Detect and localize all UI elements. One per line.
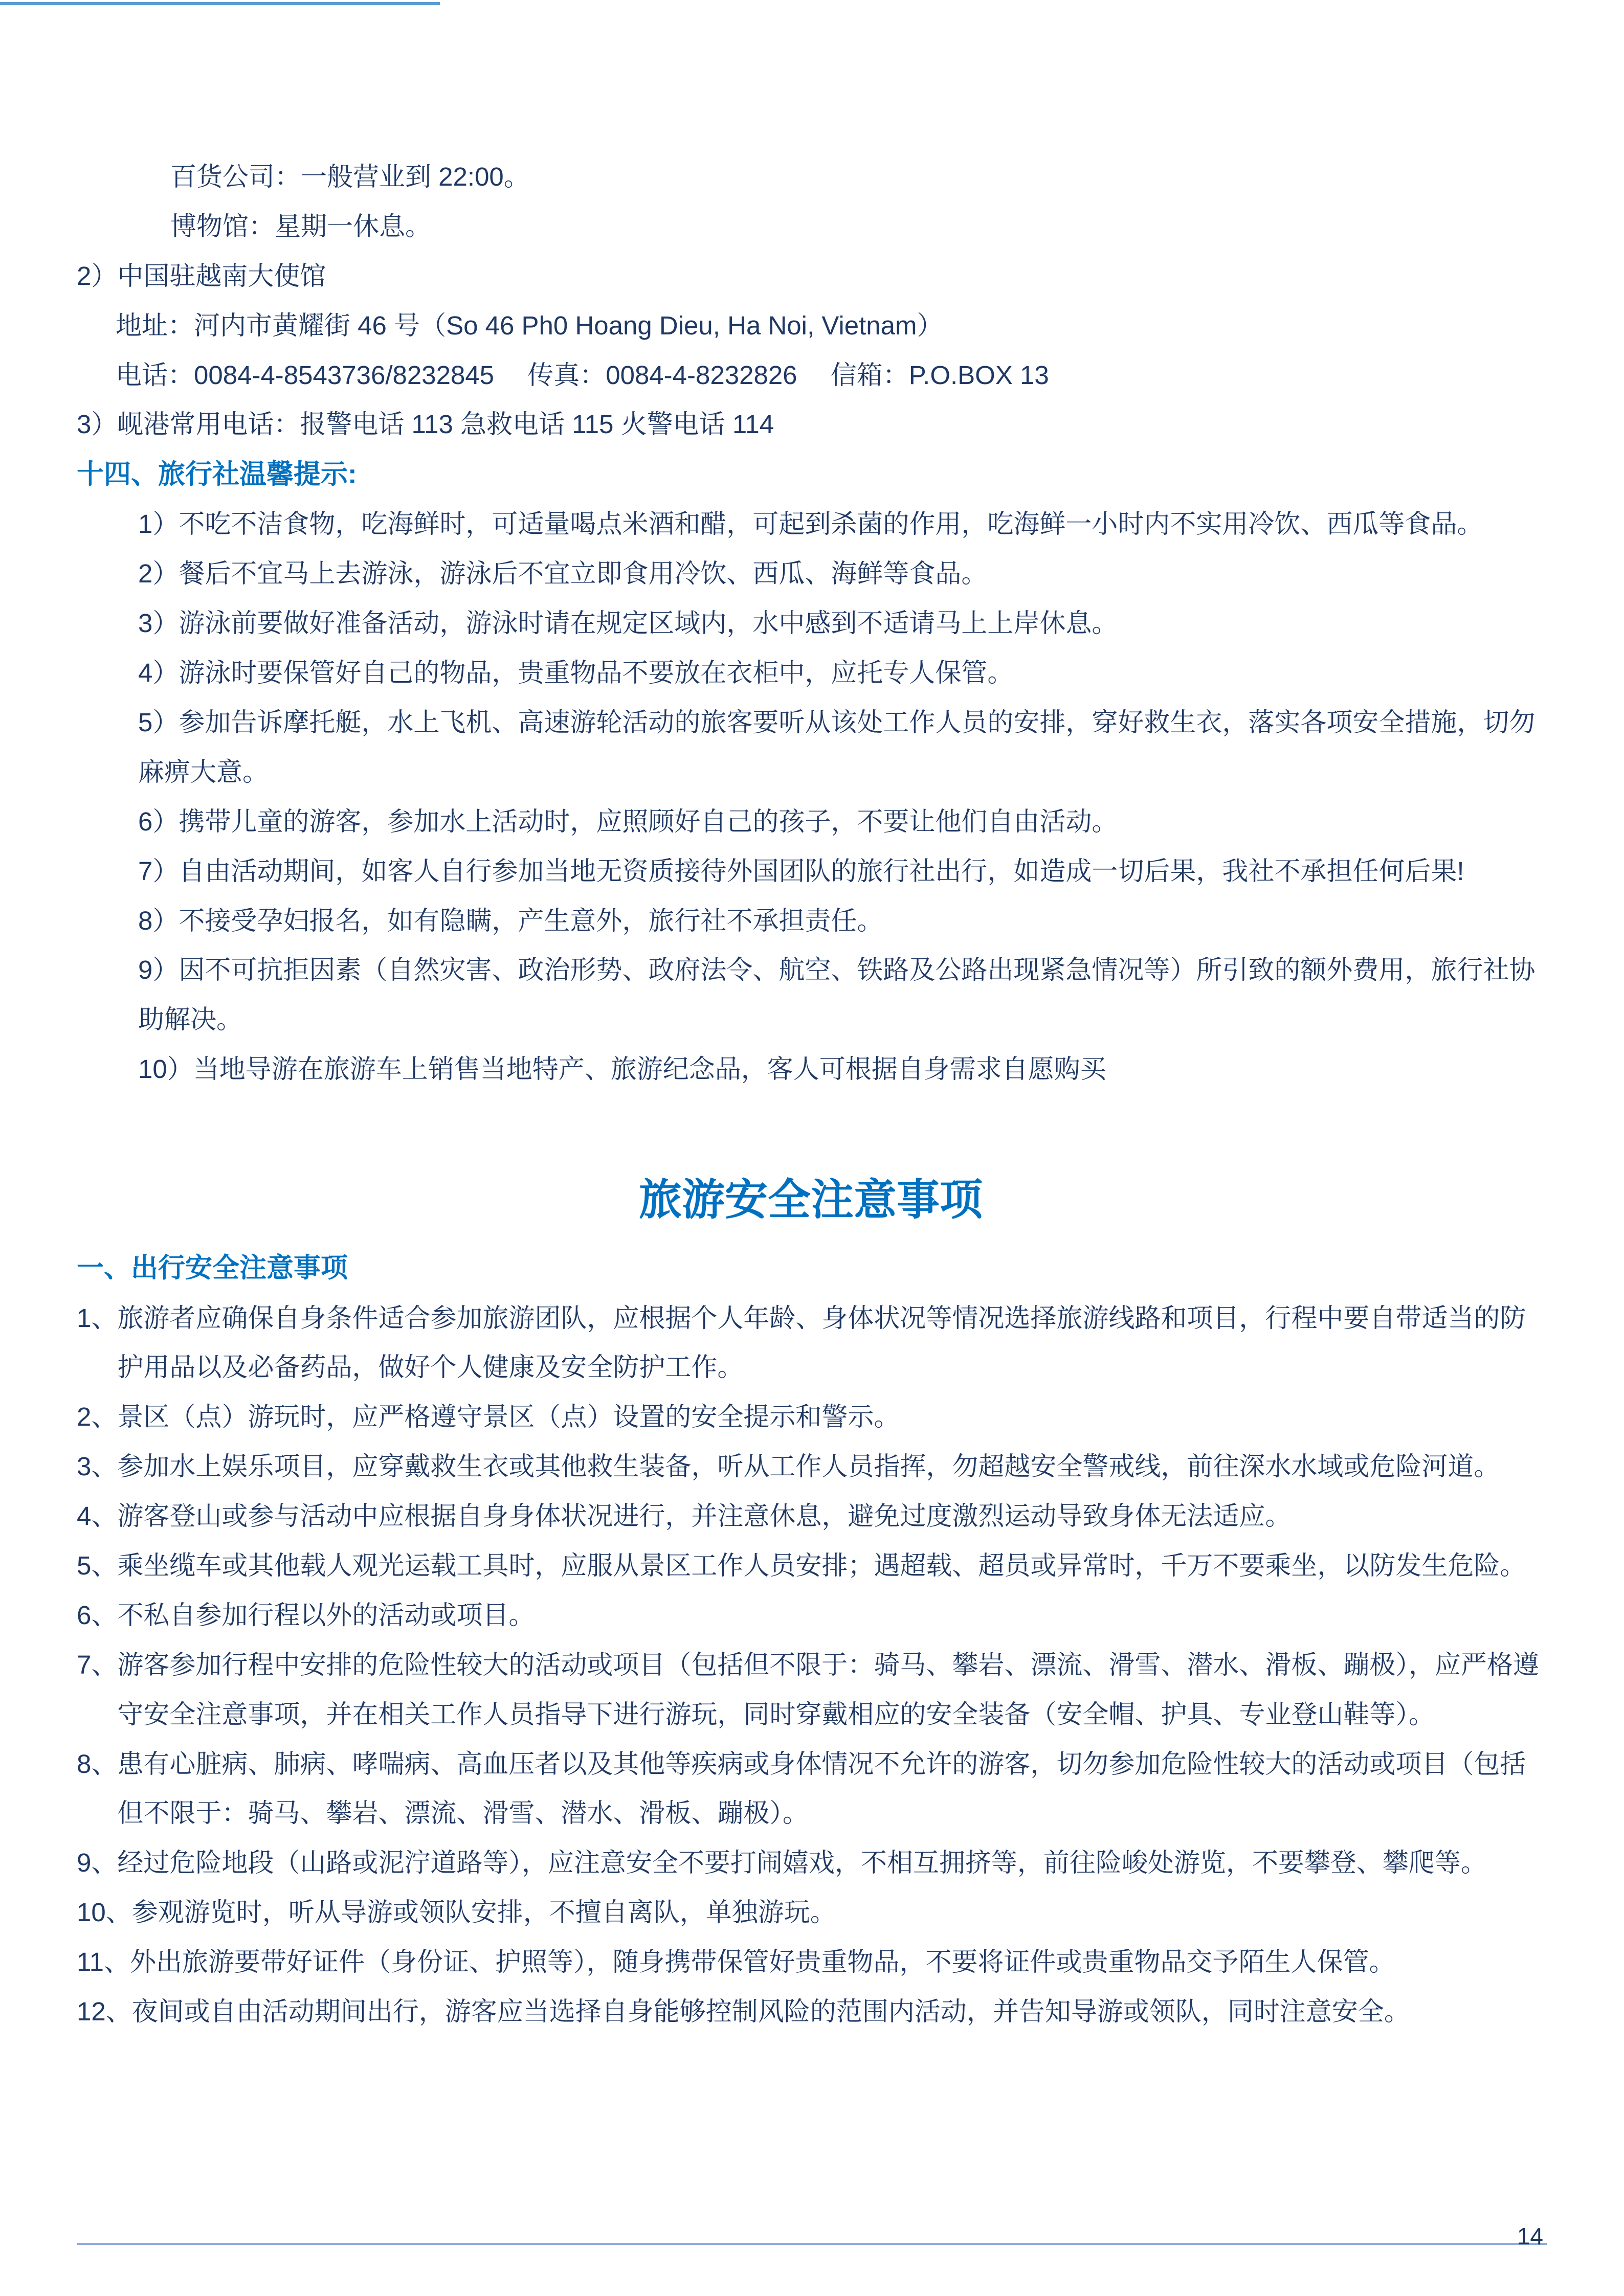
item-text: 患有心脏病、肺病、哮喘病、高血压者以及其他等疾病或身体情况不允许的游客，切勿参加危险性较大的活动或项目（包括但不限于：骑马、攀岩、漂流、滑雪、潜水、滑板、蹦极）。 xyxy=(117,1749,1526,1828)
intro-line xyxy=(77,351,1545,400)
list-item: 10）当地导游在旅游车上销售当地特产、旅游纪念品，客人可根据自身需求自愿购买 xyxy=(138,1054,1106,1084)
intro-line-text: 博物馆：星期一休息。 xyxy=(170,211,432,241)
safety-section-heading: 一、出行安全注意事项 xyxy=(77,1253,348,1284)
list-item xyxy=(77,1938,1545,1987)
list-item: 4）游泳时要保管好自己的物品，贵重物品不要放在衣柜中，应托专人保管。 xyxy=(138,658,1014,688)
intro-line-text: 地址：河内市黄耀街 46 号（So 46 Ph0 Hoang Dieu, Ha Noi, Vietnam） xyxy=(116,310,943,340)
tips-list xyxy=(138,500,1545,1094)
page-title: 旅游安全注意事项 xyxy=(638,1176,983,1224)
item-number: 2、 xyxy=(77,1402,118,1432)
intro-line xyxy=(77,202,1545,252)
contact-info-lines xyxy=(77,152,1545,449)
intro-line xyxy=(77,301,1545,351)
item-number: 9、 xyxy=(77,1848,118,1878)
intro-line-text: 2）中国驻越南大使馆 xyxy=(77,261,326,290)
item-number: 12、 xyxy=(77,1996,132,2026)
item-number: 6、 xyxy=(77,1600,118,1630)
list-item xyxy=(77,1492,1545,1541)
safety-section xyxy=(77,1171,1545,2037)
item-number: 1、 xyxy=(77,1303,118,1333)
intro-line xyxy=(77,152,1545,202)
footer-divider xyxy=(77,2243,1547,2245)
top-border-artifact xyxy=(0,2,440,5)
item-text: 经过危险地段（山路或泥泞道路等），应注意安全不要打闹嬉戏，不相互拥挤等，前往险峻处游览，不要攀登、攀爬等。 xyxy=(117,1848,1487,1878)
item-text: 乘坐缆车或其他载人观光运载工具时，应服从景区工作人员安排；遇超载、超员或异常时，千万不要乘坐，以防发生危险。 xyxy=(117,1550,1526,1580)
item-number: 7、 xyxy=(77,1650,118,1679)
page-number: 14 xyxy=(1517,2223,1543,2249)
list-item: 9）因不可抗拒因素（自然灾害、政治形势、政府法令、航空、铁路及公路出现紧急情况等）所引致的额外费用，旅行社协助解决。 xyxy=(138,955,1536,1034)
intro-line-text: 百货公司：一般营业到 22:00。 xyxy=(170,162,530,191)
page-footer xyxy=(77,2223,1547,2249)
list-item xyxy=(77,1392,1545,1442)
list-item xyxy=(77,1888,1545,1938)
item-number: 4、 xyxy=(77,1501,118,1531)
list-item xyxy=(77,1640,1545,1740)
item-text: 不私自参加行程以外的活动或项目。 xyxy=(117,1600,535,1630)
list-item: 3）游泳前要做好准备活动，游泳时请在规定区域内，水中感到不适请马上上岸休息。 xyxy=(138,609,1118,638)
item-text: 景区（点）游玩时，应严格遵守景区（点）设置的安全提示和警示。 xyxy=(117,1402,900,1432)
list-item xyxy=(77,1838,1545,1888)
list-item xyxy=(77,1294,1545,1393)
item-number: 10、 xyxy=(77,1898,132,1927)
list-item: 6）携带儿童的游客，参加水上活动时，应照顾好自己的孩子，不要让他们自由活动。 xyxy=(138,806,1118,836)
item-number: 3、 xyxy=(77,1452,118,1481)
list-item: 7）自由活动期间，如客人自行参加当地无资质接待外国团队的旅行社出行，如造成一切后果，我社不承担任何后果! xyxy=(138,856,1464,886)
item-number: 8、 xyxy=(77,1749,118,1779)
list-item xyxy=(77,1591,1545,1640)
list-item xyxy=(77,1442,1545,1492)
item-text: 夜间或自由活动期间出行，游客应当选择自身能够控制风险的范围内活动，并告知导游或领队，同时注意安全。 xyxy=(131,1996,1410,2026)
list-item xyxy=(77,1987,1545,2037)
agency-tips-section xyxy=(77,449,1545,1094)
list-item: 2）餐后不宜马上去游泳，游泳后不宜立即食用冷饮、西瓜、海鲜等食品。 xyxy=(138,559,988,589)
list-item xyxy=(77,1740,1545,1839)
list-item xyxy=(77,1541,1545,1591)
tips-section-heading: 十四、旅行社温馨提示: xyxy=(77,459,357,490)
intro-line xyxy=(77,252,1545,301)
list-item: 8）不接受孕妇报名，如有隐瞒，产生意外，旅行社不承担责任。 xyxy=(138,906,883,935)
intro-line-text: 3）岘港常用电话：报警电话 113 急救电话 115 火警电话 114 xyxy=(77,410,774,439)
item-text: 参加水上娱乐项目，应穿戴救生衣或其他救生装备，听从工作人员指挥，勿超越安全警戒线，前往深水水域或危险河道。 xyxy=(117,1452,1500,1481)
item-text: 参观游览时，听从导游或领队安排，不擅自离队，单独游玩。 xyxy=(131,1898,836,1927)
item-text: 外出旅游要带好证件（身份证、护照等），随身携带保管好贵重物品，不要将证件或贵重物品交予陌生人保管。 xyxy=(129,1947,1395,1977)
list-item: 1）不吃不洁食物，吃海鲜时，可适量喝点米酒和醋，可起到杀菌的作用，吃海鲜一小时内不实用冷饮、西瓜等食品。 xyxy=(138,509,1483,539)
list-item: 5）参加告诉摩托艇，水上飞机、高速游轮活动的旅客要听从该处工作人员的安排，穿好救生衣，落实各项安全措施，切勿麻痹大意。 xyxy=(138,707,1536,786)
intro-line xyxy=(77,400,1545,449)
item-text: 游客登山或参与活动中应根据自身身体状况进行，并注意休息，避免过度激烈运动导致身体无法适应。 xyxy=(117,1501,1292,1531)
item-number: 11、 xyxy=(77,1947,130,1977)
intro-line-text: 电话：0084-4-8543736/8232845 传真：0084-4-8232826 信箱：P.O.BOX 13 xyxy=(116,360,1049,390)
item-text: 旅游者应确保自身条件适合参加旅游团队，应根据个人年龄、身体状况等情况选择旅游线路和项目，行程中要自带适当的防护用品以及必备药品，做好个人健康及安全防护工作。 xyxy=(117,1303,1526,1382)
contact-info-section xyxy=(77,152,1545,449)
item-text: 游客参加行程中安排的危险性较大的活动或项目（包括但不限于：骑马、攀岩、漂流、滑雪、潜水、滑板、蹦极），应严格遵守安全注意事项，并在相关工作人员指导下进行游玩，同时穿戴相应的安全装备（安全帽、护具、专业登山鞋等）。 xyxy=(117,1650,1539,1729)
safety-list xyxy=(77,1294,1545,2037)
item-number: 5、 xyxy=(77,1550,118,1580)
